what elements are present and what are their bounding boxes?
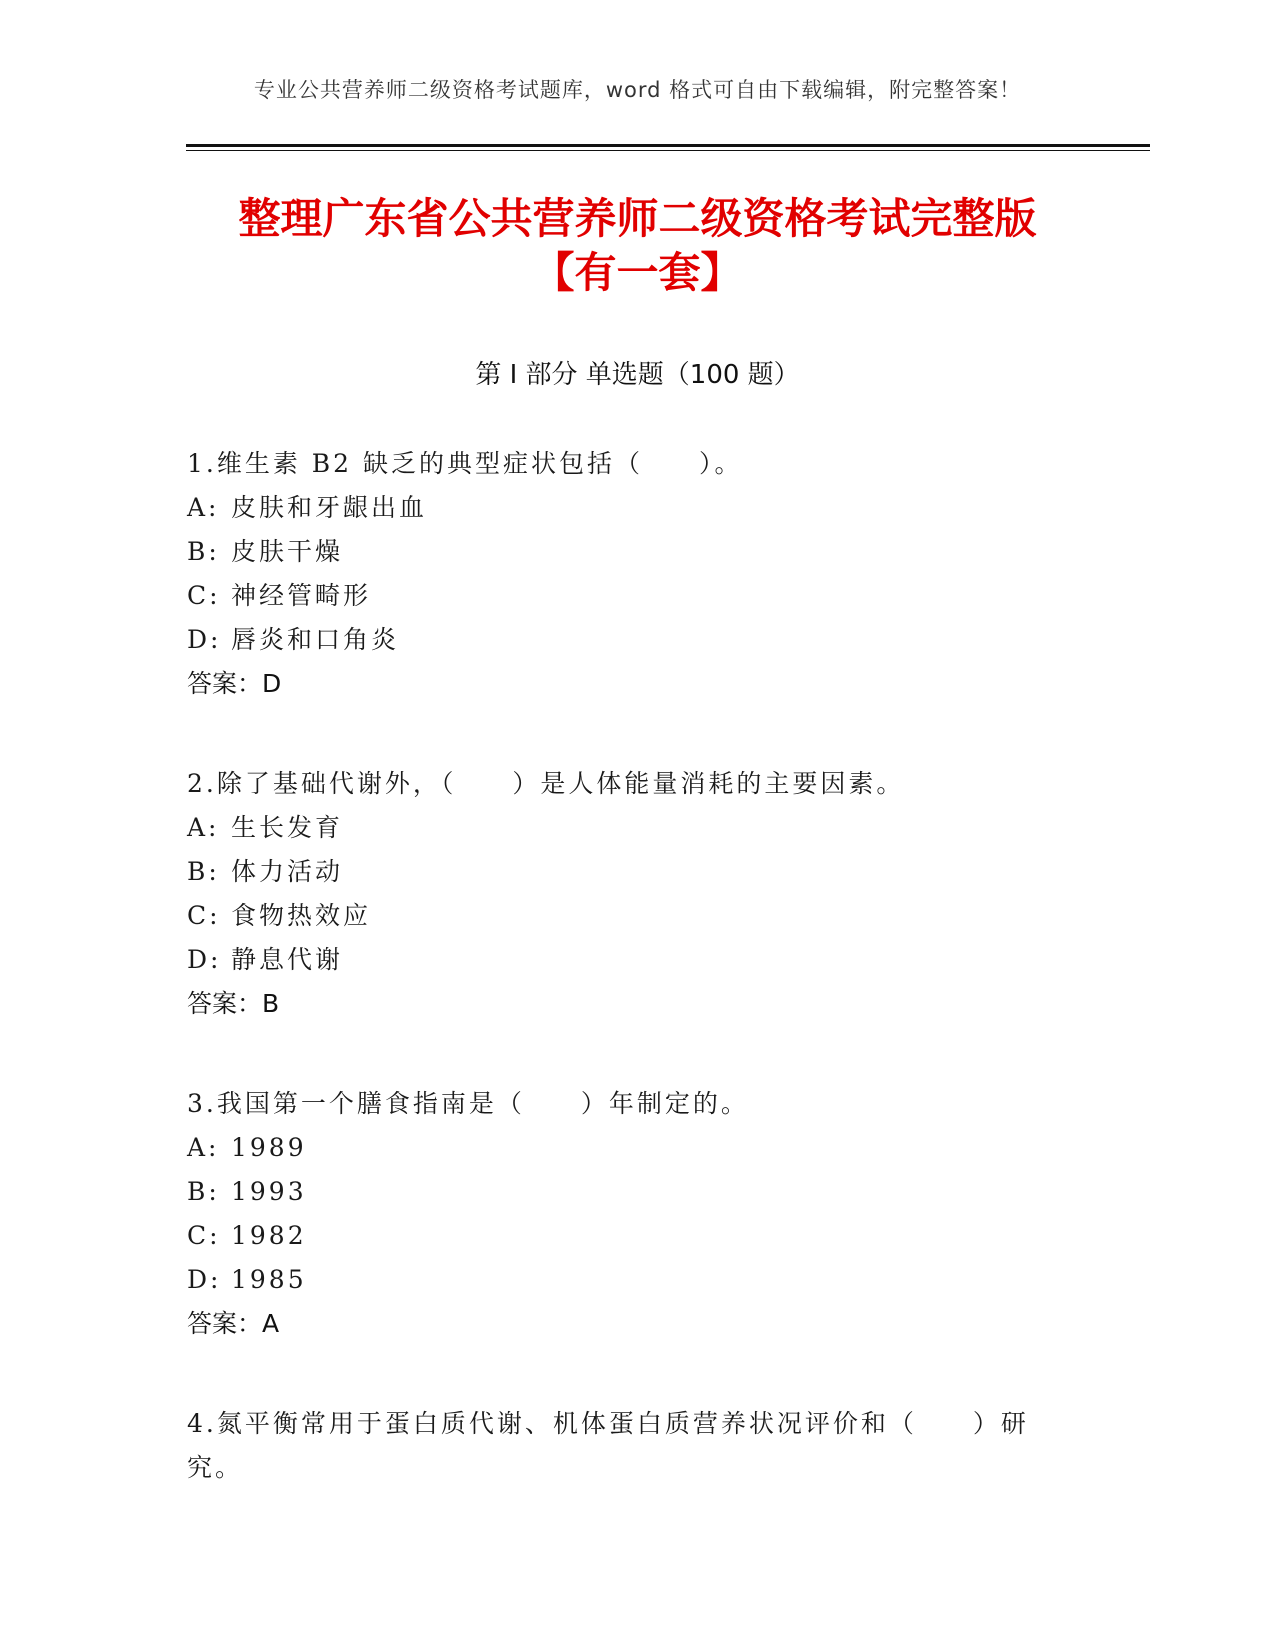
option-text: 生长发育 [231,813,344,842]
answer-line: 答案：A [187,1309,280,1338]
answer-line: 答案：D [187,669,282,698]
option-key: D: [187,945,222,974]
option-key: C: [187,1221,221,1250]
option-text: 唇炎和口角炎 [231,625,400,654]
option-c [187,574,1077,618]
option-key: A: [187,813,220,842]
option-text: 1993 [231,1177,307,1206]
question-1 [187,442,1077,706]
section-title: 第 I 部分 单选题（100 题） [475,360,800,390]
option-b [187,1170,1077,1214]
title-line-1: 整理广东省公共营养师二级资格考试完整版 [238,194,1037,243]
option-key: B: [187,1177,220,1206]
option-key: B: [187,537,220,566]
answer-line: 答案：B [187,989,280,1018]
option-text: 静息代谢 [231,945,344,974]
question-3 [187,1082,1077,1346]
option-d [187,618,1077,662]
document-title [120,192,1155,300]
option-d [187,938,1077,982]
option-text: 1989 [231,1133,307,1162]
question-stem: 3.我国第一个膳食指南是（ ）年制定的。 [187,1089,749,1118]
option-key: D: [187,625,222,654]
option-text: 皮肤干燥 [231,537,344,566]
option-text: 体力活动 [231,857,344,886]
option-key: B: [187,857,220,886]
question-4 [187,1402,1077,1490]
option-d [187,1258,1077,1302]
header-rule [186,144,1150,151]
option-b [187,850,1077,894]
question-list [187,442,1077,1546]
header-note: 专业公共营养师二级资格考试题库，word 格式可自由下载编辑，附完整答案！ [253,78,1022,102]
question-stem: 4.氮平衡常用于蛋白质代谢、机体蛋白质营养状况评价和（ ）研究。 [187,1409,1029,1482]
option-text: 食物热效应 [231,901,372,930]
option-c [187,1214,1077,1258]
option-text: 1982 [231,1221,307,1250]
option-key: C: [187,901,221,930]
option-a [187,1126,1077,1170]
option-a [187,486,1077,530]
option-key: A: [187,493,220,522]
option-a [187,806,1077,850]
option-text: 皮肤和牙龈出血 [231,493,428,522]
option-key: D: [187,1265,222,1294]
question-stem: 2.除了基础代谢外，（ ）是人体能量消耗的主要因素。 [187,769,905,798]
option-b [187,530,1077,574]
option-key: C: [187,581,221,610]
option-text: 神经管畸形 [231,581,372,610]
option-key: A: [187,1133,220,1162]
option-text: 1985 [231,1265,307,1294]
title-line-2: 【有一套】 [532,248,743,297]
option-c [187,894,1077,938]
question-2 [187,762,1077,1026]
question-stem: 1.维生素 B2 缺乏的典型症状包括（ ）。 [187,449,743,478]
